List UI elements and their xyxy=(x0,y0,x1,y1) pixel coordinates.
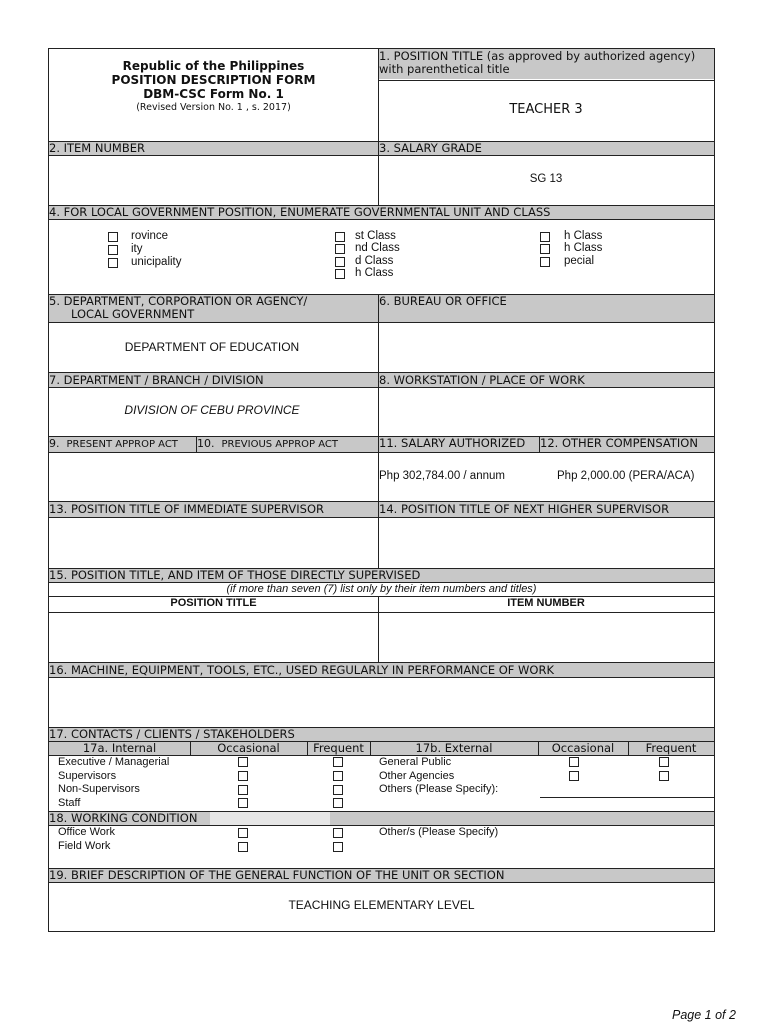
field-frequent-checkbox[interactable] xyxy=(333,842,343,852)
page-number: Page 1 of 2 xyxy=(672,1008,736,1022)
other-working-condition: Other/s (Please Specify) xyxy=(379,826,499,838)
item9-label: 9. PRESENT APPROP ACT xyxy=(49,437,178,450)
municipality-checkbox[interactable] xyxy=(108,258,118,268)
form-revision: (Revised Version No. 1 , s. 2017) xyxy=(136,102,291,113)
item-number-field[interactable] xyxy=(49,156,378,204)
class5-checkbox[interactable] xyxy=(540,232,550,242)
item7-label: 7. DEPARTMENT / BRANCH / DIVISION xyxy=(49,373,264,387)
lgu-col3-label: pecial xyxy=(564,255,595,267)
nonsupervisors-frequent-checkbox[interactable] xyxy=(333,785,343,795)
external-contact: Others (Please Specify): xyxy=(379,783,499,795)
executive-occasional-checkbox[interactable] xyxy=(238,757,248,767)
unit-function-value[interactable]: TEACHING ELEMENTARY LEVEL xyxy=(288,898,475,912)
lgu-col1-label: rovince xyxy=(131,230,169,242)
item15-label: 15. POSITION TITLE, AND ITEM OF THOSE DIRECTLY SUPERVISED xyxy=(49,568,421,582)
class6-checkbox[interactable] xyxy=(540,244,550,254)
equipment-field[interactable] xyxy=(49,678,714,726)
nonsupervisors-occasional-checkbox[interactable] xyxy=(238,785,248,795)
item-number-column: ITEM NUMBER xyxy=(507,597,585,609)
salary-authorized-value[interactable]: Php 302,784.00 / annum xyxy=(379,470,505,482)
city-checkbox[interactable] xyxy=(108,245,118,255)
item15-note: (if more than seven (7) list only by their item numbers and titles) xyxy=(226,583,537,595)
item2-label: 2. ITEM NUMBER xyxy=(49,141,145,155)
working-condition: Office Work xyxy=(58,826,116,838)
lgu-col2-label: d Class xyxy=(355,255,394,267)
lgu-col1-label: ity xyxy=(131,243,143,255)
item12-label: 12. OTHER COMPENSATION xyxy=(540,436,698,450)
office-frequent-checkbox[interactable] xyxy=(333,828,343,838)
item5-label-2: LOCAL GOVERNMENT xyxy=(71,307,195,321)
office-occasional-checkbox[interactable] xyxy=(238,828,248,838)
item11-label: 11. SALARY AUTHORIZED xyxy=(379,436,526,450)
item1-label-2: with parenthetical title xyxy=(379,62,510,76)
internal-contact: Staff xyxy=(58,797,81,809)
division-value[interactable]: DIVISION OF CEBU PROVINCE xyxy=(124,403,300,417)
staff-frequent-checkbox[interactable] xyxy=(333,798,343,808)
bureau-field[interactable] xyxy=(379,323,714,372)
header-republic: Republic of the Philippines xyxy=(122,59,305,73)
immediate-supervisor-field[interactable] xyxy=(49,518,378,568)
workstation-field[interactable] xyxy=(379,388,714,436)
form-title: POSITION DESCRIPTION FORM xyxy=(111,73,316,87)
internal-contact: Supervisors xyxy=(58,770,117,782)
others-specify-field[interactable] xyxy=(540,783,714,797)
position-title-column: POSITION TITLE xyxy=(170,597,257,609)
external-frequent-header: Frequent xyxy=(645,741,697,755)
supervisors-occasional-checkbox[interactable] xyxy=(238,771,248,781)
class2-checkbox[interactable] xyxy=(335,244,345,254)
lgu-col1-label: unicipality xyxy=(131,256,182,268)
item13-label: 13. POSITION TITLE OF IMMEDIATE SUPERVISOR xyxy=(49,502,324,516)
salary-grade-value[interactable]: SG 13 xyxy=(529,173,563,185)
external-contact: Other Agencies xyxy=(379,770,455,782)
special-checkbox[interactable] xyxy=(540,257,550,267)
item8-label: 8. WORKSTATION / PLACE OF WORK xyxy=(379,373,585,387)
other-compensation-value[interactable]: Php 2,000.00 (PERA/ACA) xyxy=(557,470,695,482)
supervisors-frequent-checkbox[interactable] xyxy=(333,771,343,781)
internal-contact: Non-Supervisors xyxy=(58,783,140,795)
item17-label: 17. CONTACTS / CLIENTS / STAKEHOLDERS xyxy=(49,727,295,741)
item3-label: 3. SALARY GRADE xyxy=(379,141,482,155)
lgu-col2-label: h Class xyxy=(355,267,394,279)
lgu-col2-label: st Class xyxy=(355,230,396,242)
form-number: DBM-CSC Form No. 1 xyxy=(143,87,284,101)
internal-occasional-header: Occasional xyxy=(217,741,280,755)
working-condition: Field Work xyxy=(58,840,111,852)
public-frequent-checkbox[interactable] xyxy=(659,757,669,767)
executive-frequent-checkbox[interactable] xyxy=(333,757,343,767)
internal-header: 17a. Internal xyxy=(82,741,157,755)
item1-label: 1. POSITION TITLE (as approved by authorized agency) xyxy=(379,49,696,63)
field-occasional-checkbox[interactable] xyxy=(238,842,248,852)
public-occasional-checkbox[interactable] xyxy=(569,757,579,767)
external-occasional-header: Occasional xyxy=(551,741,615,755)
class4-checkbox[interactable] xyxy=(335,269,345,279)
item16-label: 16. MACHINE, EQUIPMENT, TOOLS, ETC., USED REGULARLY IN PERFORMANCE OF WORK xyxy=(49,663,555,677)
department-value[interactable]: DEPARTMENT OF EDUCATION xyxy=(124,340,300,354)
next-higher-supervisor-field[interactable] xyxy=(379,518,714,568)
staff-occasional-checkbox[interactable] xyxy=(238,798,248,808)
item5-label: 5. DEPARTMENT, CORPORATION OR AGENCY/ xyxy=(49,294,308,308)
agencies-occasional-checkbox[interactable] xyxy=(569,771,579,781)
agencies-frequent-checkbox[interactable] xyxy=(659,771,669,781)
lgu-col3-label: h Class xyxy=(564,230,603,242)
lgu-col2-label: nd Class xyxy=(355,242,400,254)
item10-label: 10. PREVIOUS APPROP ACT xyxy=(197,437,338,450)
item4-label: 4. FOR LOCAL GOVERNMENT POSITION, ENUMERATE GOVERNMENTAL UNIT AND CLASS xyxy=(49,205,551,219)
external-header: 17b. External xyxy=(415,741,493,755)
class3-checkbox[interactable] xyxy=(335,257,345,267)
lgu-col3-label: h Class xyxy=(564,242,603,254)
external-contact: General Public xyxy=(379,756,452,768)
item14-label: 14. POSITION TITLE OF NEXT HIGHER SUPERVISOR xyxy=(379,502,670,516)
province-checkbox[interactable] xyxy=(108,232,118,242)
item19-label: 19. BRIEF DESCRIPTION OF THE GENERAL FUNCTION OF THE UNIT OR SECTION xyxy=(49,868,505,882)
item6-label: 6. BUREAU OR OFFICE xyxy=(379,294,507,308)
class1-checkbox[interactable] xyxy=(335,232,345,242)
internal-contact: Executive / Managerial xyxy=(58,756,170,768)
position-title-value[interactable]: TEACHER 3 xyxy=(509,102,583,117)
internal-frequent-header: Frequent xyxy=(313,741,364,755)
item18-label: 18. WORKING CONDITION xyxy=(49,811,198,825)
